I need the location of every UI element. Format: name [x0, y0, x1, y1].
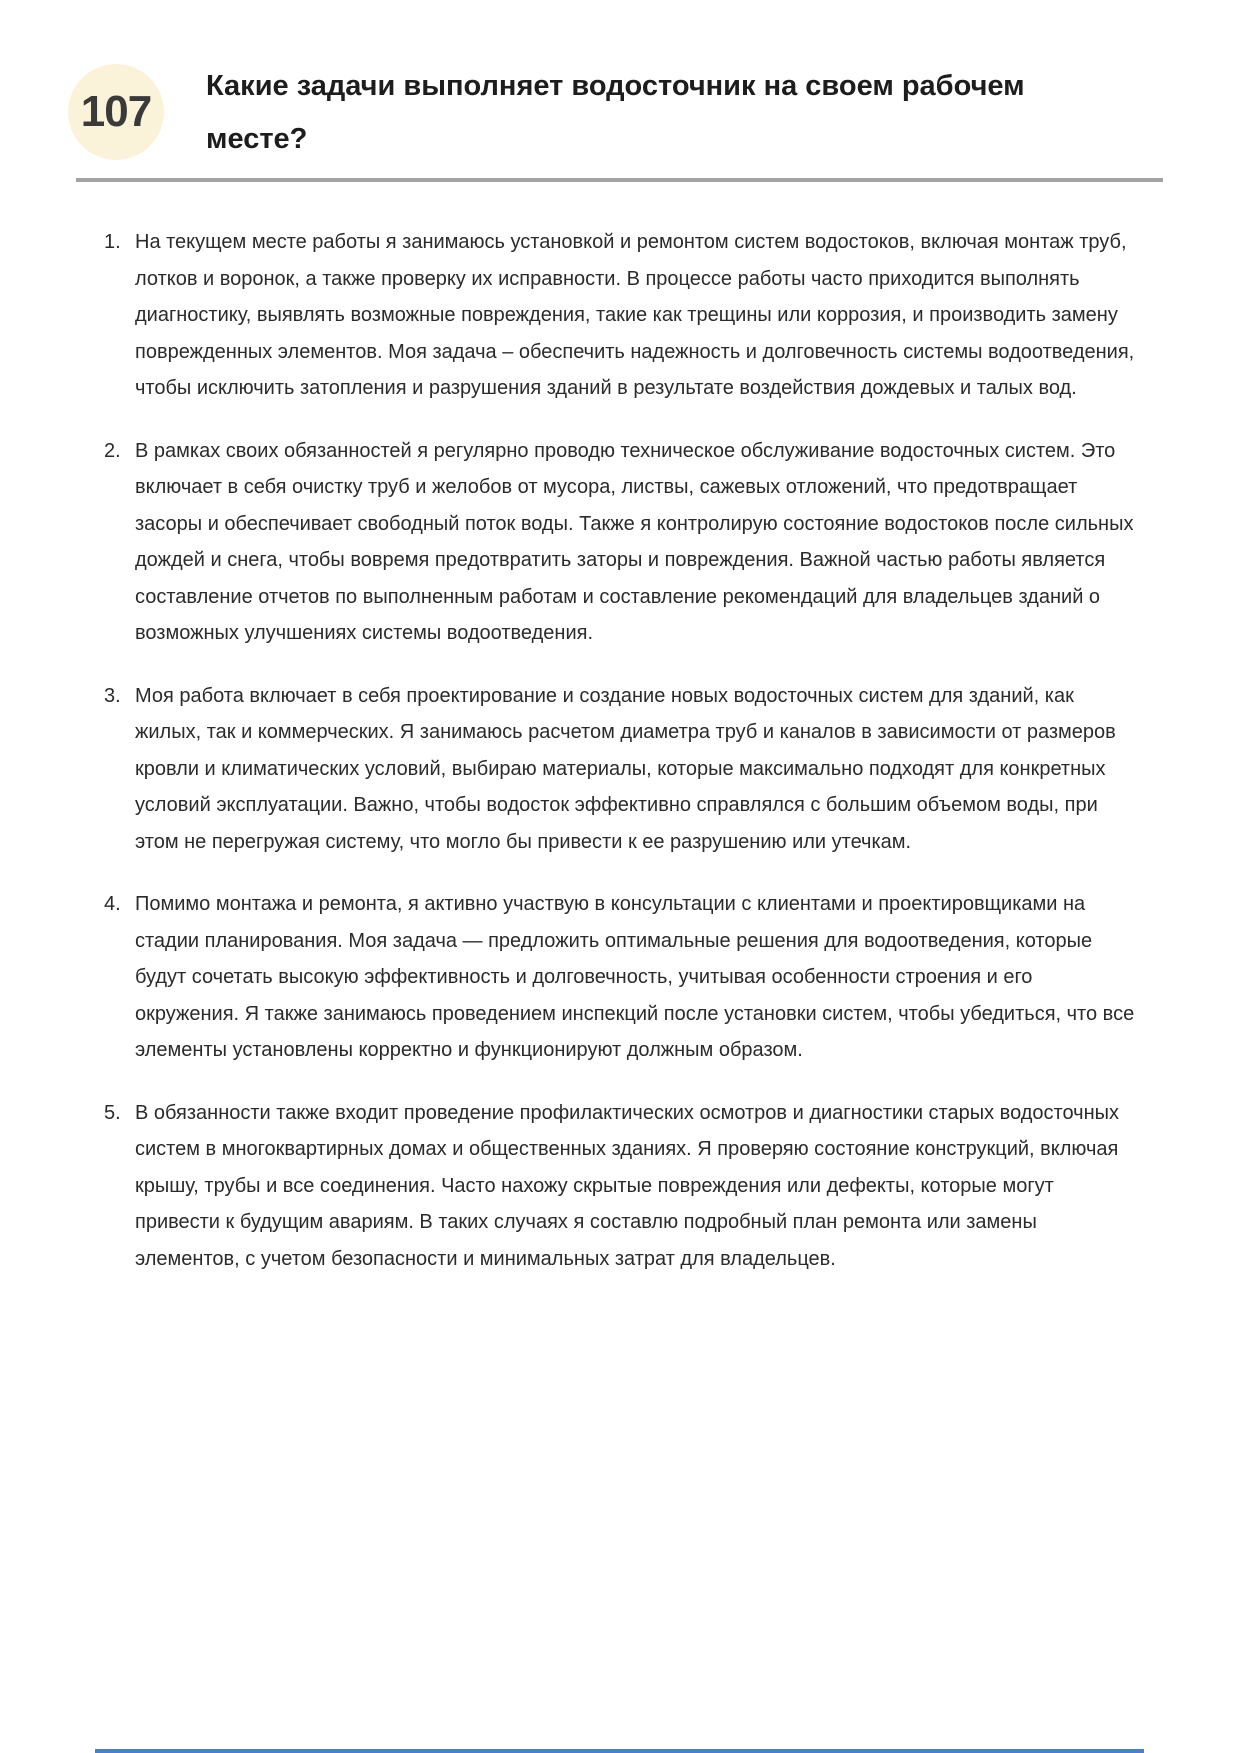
- answer-number: 5.: [104, 1101, 121, 1124]
- answer-item-5: [104, 1095, 1139, 1278]
- answer-number: 2.: [104, 439, 121, 462]
- question-header: [0, 0, 1239, 166]
- answer-item-3: [104, 678, 1139, 861]
- header-divider: [76, 178, 1163, 182]
- answer-number: 1.: [104, 231, 121, 253]
- answer-text: В обязанности также входит проведение профилактических осмотров и диагностики старых водосточных систем в многоквартирных домах и общественных зданиях. Я проверяю состояние конструкций, включая крышу, трубы и все соединения. Часто нахожу скрытые повреждения или дефекты, которые могут привести к будущим авариям. В таких случаях я составлю подробный план ремонта или замены элементов, с учетом безопасности и минимальных затрат для владельцев.: [135, 1101, 1120, 1270]
- answer-item-1: [104, 224, 1139, 407]
- answers-list: [104, 224, 1139, 1277]
- question-number-badge: 107: [68, 64, 164, 160]
- answer-number: 4.: [104, 893, 121, 915]
- answer-text: На текущем месте работы я занимаюсь установкой и ремонтом систем водостоков, включая монтаж труб, лотков и воронок, а также проверку их исправности. В процессе работы часто приходится выполнять диагностику, выявлять возможные повреждения, такие как трещины или коррозия, и производить замену поврежденных элементов. Моя задача – обеспечить надежность и долговечность системы водоотведения, чтобы исключить затопления и разрушения зданий в результате воздействия дождевых и талых вод.: [135, 231, 1135, 399]
- answer-item-4: [104, 886, 1139, 1069]
- answer-item-2: [104, 433, 1139, 652]
- answer-text: Помимо монтажа и ремонта, я активно участвую в консультации с клиентами и проектировщиками на стадии планирования. Моя задача — предложить оптимальные решения для водоотведения, которые будут сочетать высокую эффективность и долговечность, учитывая особенности строения и его окружения. Я также занимаюсь проведением инспекций после установки систем, чтобы убедиться, что все элементы установлены корректно и функционируют должным образом.: [135, 893, 1135, 1061]
- next-section-top-border: [95, 1749, 1144, 1753]
- answer-text: Моя работа включает в себя проектирование и создание новых водосточных систем для зданий, как жилых, так и коммерческих. Я занимаюсь расчетом диаметра труб и каналов в зависимости от размеров кровли и климатических условий, выбираю материалы, которые максимально подходят для конкретных условий эксплуатации. Важно, чтобы водосток эффективно справлялся с большим объемом воды, при этом не перегружая систему, что могло бы привести к ее разрушению или утечкам.: [135, 684, 1116, 853]
- question-title: Какие задачи выполняет водосточник на своем рабочем месте?: [206, 70, 1025, 155]
- answer-text: В рамках своих обязанностей я регулярно проводю техническое обслуживание водосточных систем. Это включает в себя очистку труб и желобов от мусора, листвы, сажевых отложений, что предотвращает засоры и обеспечивает свободный поток воды. Также я контролирую состояние водостоков после сильных дождей и снега, чтобы вовремя предотвратить заторы и повреждения. Важной частью работы является составление отчетов по выполненным работам и составление рекомендаций для владельцев зданий о возможных улучшениях системы водоотведения.: [135, 439, 1134, 644]
- answer-number: 3.: [104, 684, 121, 707]
